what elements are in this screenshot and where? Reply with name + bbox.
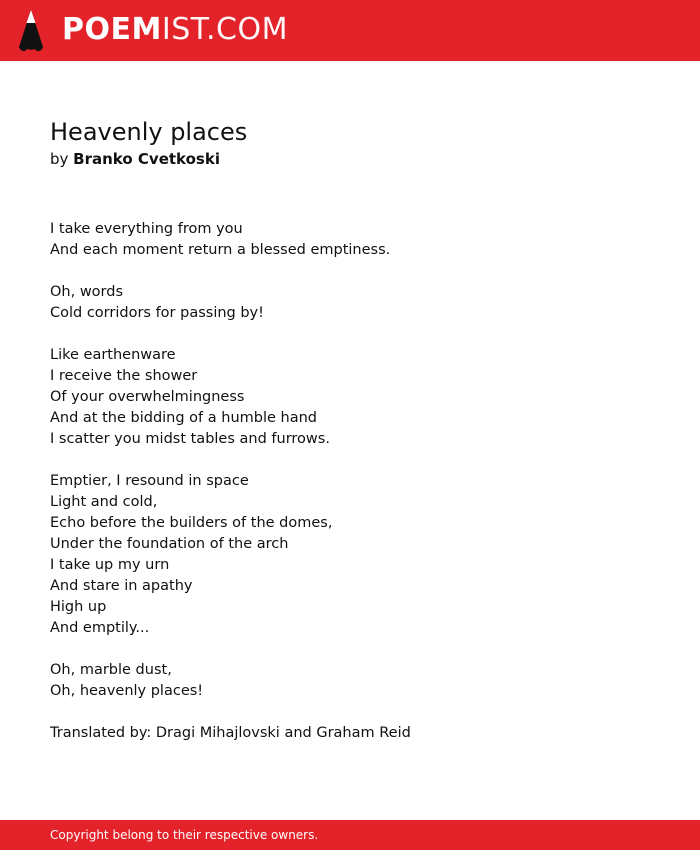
- poem-body: [50, 219, 650, 723]
- poem-line: Of your overwhelmingness: [50, 389, 245, 405]
- poem-line: And stare in apathy: [50, 578, 193, 594]
- site-header: [0, 0, 700, 61]
- poem-line: Oh, words: [50, 284, 124, 300]
- stanza: [50, 471, 650, 639]
- brand-bold-text: POEM: [62, 12, 162, 47]
- poem-line: I receive the shower: [50, 368, 198, 384]
- stanza: [50, 219, 650, 261]
- poem-line: And each moment return a blessed emptiness.: [50, 242, 391, 258]
- author-name: Branko Cvetkoski: [73, 150, 220, 168]
- translator-credit: Translated by: Dragi Mihajlovski and Graham Reid: [50, 725, 411, 741]
- poem-title: Heavenly places: [50, 118, 248, 146]
- poem-line: And at the bidding of a humble hand: [50, 410, 317, 426]
- poem-line: Oh, heavenly places!: [50, 683, 204, 699]
- poem-line: I take up my urn: [50, 557, 170, 573]
- copyright-text: Copyright belong to their respective owners.: [50, 828, 319, 842]
- poem-line: I scatter you midst tables and furrows.: [50, 431, 330, 447]
- poem-line: High up: [50, 599, 107, 615]
- poem-line: I take everything from you: [50, 221, 243, 237]
- poem-line: Emptier, I resound in space: [50, 473, 249, 489]
- poem-line: Echo before the builders of the domes,: [50, 515, 333, 531]
- poem-line: Light and cold,: [50, 494, 158, 510]
- stanza: [50, 660, 650, 702]
- brand-light-text: IST.COM: [161, 12, 288, 47]
- poem-line: Like earthenware: [50, 347, 176, 363]
- pencil-logo-icon[interactable]: [17, 9, 45, 52]
- by-label: by: [50, 150, 74, 168]
- poem-line: Cold corridors for passing by!: [50, 305, 264, 321]
- poem-line: Oh, marble dust,: [50, 662, 172, 678]
- stanza: [50, 282, 650, 324]
- author-byline: [50, 149, 220, 169]
- stanza: [50, 345, 650, 450]
- site-logo-text[interactable]: [62, 12, 288, 48]
- poem-line: And emptily...: [50, 620, 150, 636]
- poem-line: Under the foundation of the arch: [50, 536, 289, 552]
- site-footer: [0, 820, 700, 850]
